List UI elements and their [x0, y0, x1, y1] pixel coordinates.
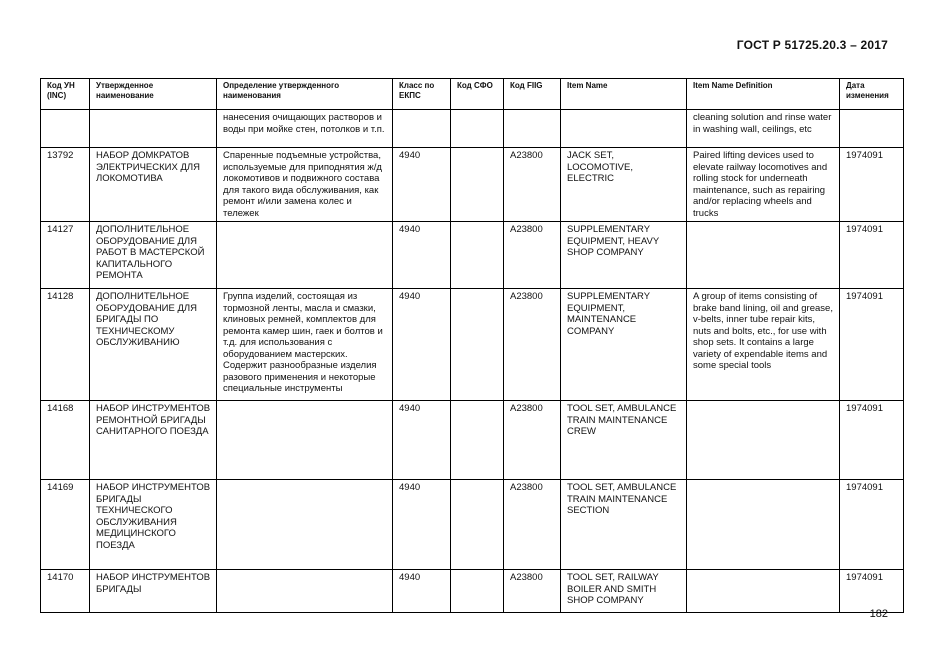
- cell-sfo: [451, 110, 504, 148]
- standard-header: ГОСТ Р 51725.20.3 – 2017: [736, 38, 888, 52]
- continuation-row: [41, 110, 904, 148]
- cell-date: [840, 110, 904, 148]
- col-header-definition-ru: Определение утвержденного наименования: [217, 79, 393, 110]
- col-header-name-ru: Утвержденное наименование: [90, 79, 217, 110]
- col-header-item-definition: Item Name Definition: [687, 79, 840, 110]
- cell-definition-ru: нанесения очищающих растворов и воды при мойке стен, потолков и т.п.: [217, 110, 393, 148]
- cell-date: 1974091: [840, 570, 904, 613]
- cell-name-ru: НАБОР ДОМКРАТОВ ЭЛЕКТРИЧЕСКИХ ДЛЯ ЛОКОМОТИВА: [90, 148, 217, 222]
- cell-ekps: 4940: [393, 289, 451, 401]
- cell-definition-ru: Спаренные подъемные устройства, используемые для приподнятия ж/д локомотивов и подвижного состава для такого вида обслуживания, как ремонт и/или замена колес и тележек: [217, 148, 393, 222]
- cell-inc: 14170: [41, 570, 90, 613]
- table-row: [41, 480, 904, 570]
- col-header-date: Дата изменения: [840, 79, 904, 110]
- cell-date: 1974091: [840, 480, 904, 570]
- page-number: 182: [869, 608, 888, 620]
- cell-sfo: [451, 148, 504, 222]
- cell-definition-ru: Группа изделий, состоящая из тормозной ленты, масла и смазки, клиновых ремней, комплектов для ремонта камер шин, гаек и болтов и т.д. для использования с оборудованием мастерских. Содержит разнообразные изделия разового применения и некоторые специальные инструменты: [217, 289, 393, 401]
- table-row: [41, 222, 904, 289]
- cell-item-name: SUPPLEMENTARY EQUIPMENT, MAINTENANCE COMPANY: [561, 289, 687, 401]
- cell-item-name: TOOL SET, AMBULANCE TRAIN MAINTENANCE SECTION: [561, 480, 687, 570]
- cell-item-name: [561, 110, 687, 148]
- cell-sfo: [451, 480, 504, 570]
- cell-inc: 14127: [41, 222, 90, 289]
- cell-inc: 14128: [41, 289, 90, 401]
- cell-item-name: TOOL SET, RAILWAY BOILER AND SMITH SHOP COMPANY: [561, 570, 687, 613]
- table-row: [41, 148, 904, 222]
- col-header-ekps: Класс по ЕКПС: [393, 79, 451, 110]
- cell-item-definition: [687, 570, 840, 613]
- cell-definition-ru: [217, 480, 393, 570]
- cell-ekps: [393, 110, 451, 148]
- header-row: [41, 79, 904, 110]
- cell-fiig: A23800: [504, 570, 561, 613]
- cell-inc: [41, 110, 90, 148]
- cell-definition-ru: [217, 222, 393, 289]
- nomenclature-table: [40, 78, 904, 613]
- cell-sfo: [451, 570, 504, 613]
- cell-item-name: SUPPLEMENTARY EQUIPMENT, HEAVY SHOP COMPANY: [561, 222, 687, 289]
- cell-date: 1974091: [840, 401, 904, 480]
- cell-ekps: 4940: [393, 570, 451, 613]
- col-header-item-name: Item Name: [561, 79, 687, 110]
- cell-ekps: 4940: [393, 222, 451, 289]
- cell-item-definition: [687, 480, 840, 570]
- table-row: [41, 289, 904, 401]
- cell-fiig: [504, 110, 561, 148]
- table-row: [41, 401, 904, 480]
- cell-item-definition: [687, 222, 840, 289]
- cell-fiig: A23800: [504, 401, 561, 480]
- col-header-inc: Код УН (INC): [41, 79, 90, 110]
- cell-name-ru: НАБОР ИНСТРУМЕНТОВ БРИГАДЫ ТЕХНИЧЕСКОГО ОБСЛУЖИВАНИЯ МЕДИЦИНСКОГО ПОЕЗДА: [90, 480, 217, 570]
- cell-date: 1974091: [840, 222, 904, 289]
- cell-sfo: [451, 222, 504, 289]
- cell-fiig: A23800: [504, 222, 561, 289]
- cell-fiig: A23800: [504, 148, 561, 222]
- cell-name-ru: НАБОР ИНСТРУМЕНТОВ БРИГАДЫ: [90, 570, 217, 613]
- cell-name-ru: ДОПОЛНИТЕЛЬНОЕ ОБОРУДОВАНИЕ ДЛЯ РАБОТ В МАСТЕРСКОЙ КАПИТАЛЬНОГО РЕМОНТА: [90, 222, 217, 289]
- cell-item-definition: [687, 401, 840, 480]
- col-header-fiig: Код FIIG: [504, 79, 561, 110]
- cell-inc: 14169: [41, 480, 90, 570]
- cell-ekps: 4940: [393, 480, 451, 570]
- cell-inc: 13792: [41, 148, 90, 222]
- cell-item-name: JACK SET, LOCOMOTIVE, ELECTRIC: [561, 148, 687, 222]
- cell-date: 1974091: [840, 148, 904, 222]
- cell-item-definition: A group of items consisting of brake band lining, oil and grease, v-belts, inner tube repair kits, nuts and bolts, etc., for use with shop sets. It contains a large variety of expendable items and some special tools: [687, 289, 840, 401]
- cell-fiig: A23800: [504, 480, 561, 570]
- col-header-sfo: Код СФО: [451, 79, 504, 110]
- cell-inc: 14168: [41, 401, 90, 480]
- cell-fiig: A23800: [504, 289, 561, 401]
- cell-definition-ru: [217, 401, 393, 480]
- cell-item-definition: cleaning solution and rinse water in washing wall, ceilings, etc: [687, 110, 840, 148]
- cell-definition-ru: [217, 570, 393, 613]
- cell-date: 1974091: [840, 289, 904, 401]
- cell-sfo: [451, 401, 504, 480]
- cell-ekps: 4940: [393, 148, 451, 222]
- cell-name-ru: НАБОР ИНСТРУМЕНТОВ РЕМОНТНОЙ БРИГАДЫ САНИТАРНОГО ПОЕЗДА: [90, 401, 217, 480]
- cell-item-name: TOOL SET, AMBULANCE TRAIN MAINTENANCE CREW: [561, 401, 687, 480]
- cell-sfo: [451, 289, 504, 401]
- cell-name-ru: [90, 110, 217, 148]
- cell-name-ru: ДОПОЛНИТЕЛЬНОЕ ОБОРУДОВАНИЕ ДЛЯ БРИГАДЫ ПО ТЕХНИЧЕСКОМУ ОБСЛУЖИВАНИЮ: [90, 289, 217, 401]
- cell-item-definition: Paired lifting devices used to elevate railway locomotives and rolling stock for underneath maintenance, such as repairing and/or replacing wheels and trucks: [687, 148, 840, 222]
- table-row: [41, 570, 904, 613]
- cell-ekps: 4940: [393, 401, 451, 480]
